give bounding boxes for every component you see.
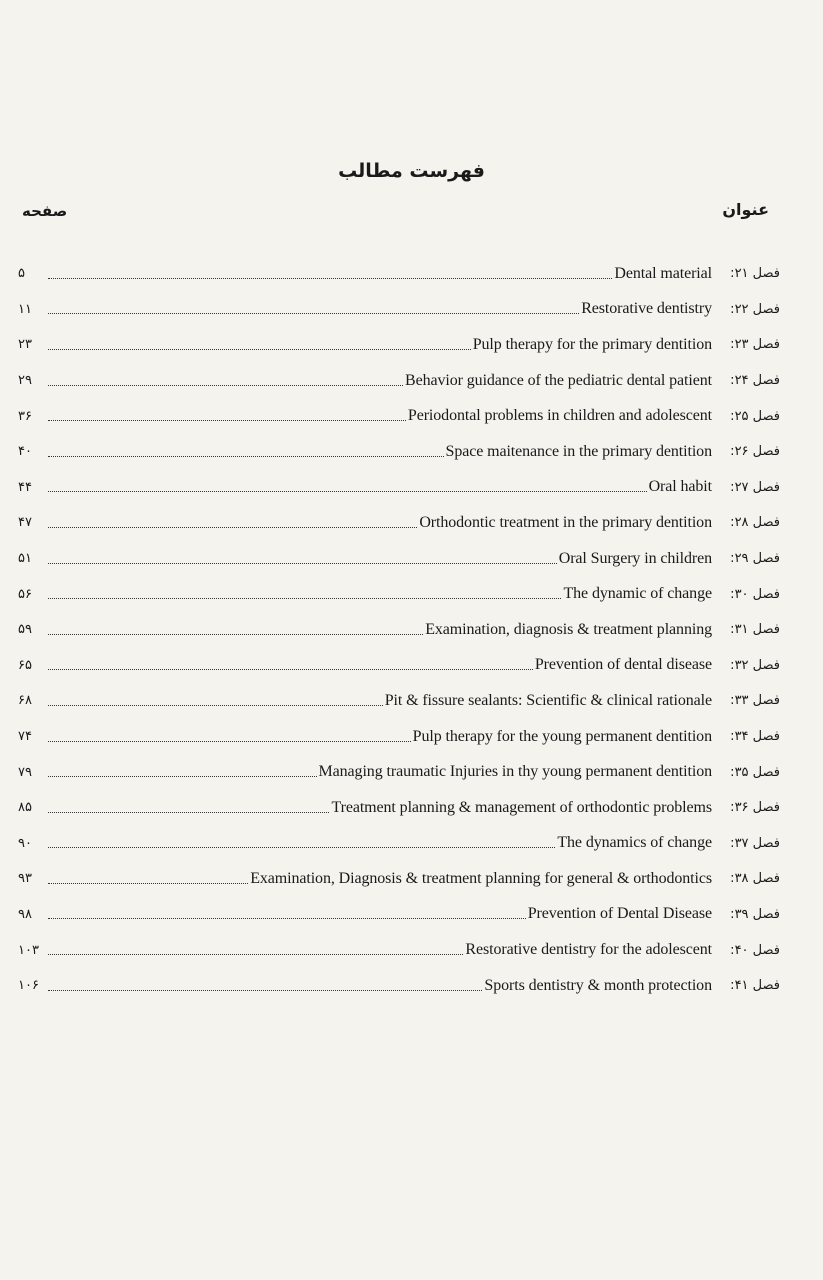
toc-entry-title: Restorative dentistry	[581, 300, 712, 318]
toc-entry-chapter: فصل ۲۶:	[730, 444, 780, 460]
toc-entry-title: Dental material	[614, 264, 712, 282]
dot-leader	[48, 882, 248, 884]
toc-entry-page: ۶۵	[18, 657, 32, 673]
toc-entry-title: Orthodontic treatment in the primary dentition	[419, 513, 712, 531]
toc-entry	[18, 612, 780, 648]
toc-entry-chapter: فصل ۳۵:	[730, 764, 780, 780]
dot-leader	[48, 526, 417, 528]
toc-entry-chapter: فصل ۳۴:	[730, 729, 780, 745]
dot-leader	[48, 562, 557, 564]
dot-leader	[48, 419, 406, 421]
toc-entry-chapter: فصل ۲۷:	[730, 479, 780, 495]
dot-leader	[48, 348, 471, 350]
toc-entry-page: ۱۰۳	[18, 942, 39, 958]
toc-entry-chapter: فصل ۲۲:	[730, 301, 780, 317]
toc-entry-title: Space maitenance in the primary dentition	[445, 442, 712, 460]
toc-list	[18, 256, 780, 1003]
toc-entry-page: ۲۹	[18, 373, 32, 389]
dot-leader	[48, 597, 561, 599]
dot-leader	[48, 704, 383, 706]
toc-entry-page: ۹۸	[18, 906, 32, 922]
toc-entry	[18, 790, 780, 826]
dot-leader	[48, 668, 533, 670]
toc-entry-chapter: فصل ۴۰:	[730, 942, 780, 958]
toc-entry-chapter: فصل ۲۹:	[730, 551, 780, 567]
toc-entry	[18, 861, 780, 897]
toc-entry-title: Oral Surgery in children	[558, 549, 712, 567]
toc-entry-page: ۹۳	[18, 871, 32, 887]
toc-entry-chapter: فصل ۳۲:	[730, 657, 780, 673]
toc-entry-chapter: فصل ۲۴:	[730, 373, 780, 389]
dot-leader	[48, 775, 317, 777]
toc-entry-page: ۲۳	[18, 337, 32, 353]
toc-entry-title: The dynamic of change	[563, 585, 712, 603]
page-column-header: صفحه	[22, 202, 68, 220]
toc-entry-title: Managing traumatic Injuries in thy young permanent dentition	[318, 763, 712, 781]
dot-leader	[48, 917, 526, 919]
toc-entry-title: Oral habit	[648, 478, 712, 496]
dot-leader	[48, 846, 555, 848]
dot-leader	[48, 277, 612, 279]
toc-entry-page: ۷۹	[18, 764, 32, 780]
toc-entry	[18, 434, 780, 470]
toc-entry-title: Restorative dentistry for the adolescent	[465, 941, 712, 959]
toc-entry-title: Prevention of dental disease	[534, 656, 712, 674]
toc-entry	[18, 897, 780, 933]
toc-entry-page: ۴۷	[18, 515, 32, 531]
toc-entry	[18, 327, 780, 363]
toc-entry-chapter: فصل ۲۱:	[730, 266, 780, 282]
toc-entry	[18, 292, 780, 328]
toc-entry-page: ۵۶	[18, 586, 32, 602]
toc-entry-chapter: فصل ۳۰:	[730, 586, 780, 602]
toc-entry-chapter: فصل ۲۳:	[730, 337, 780, 353]
toc-entry	[18, 754, 780, 790]
toc-entry	[18, 256, 780, 292]
toc-entry-page: ۶۸	[18, 693, 32, 709]
toc-entry-page: ۵۹	[18, 622, 32, 638]
toc-entry-title: The dynamics of change	[557, 834, 712, 852]
toc-entry	[18, 541, 780, 577]
toc-entry-chapter: فصل ۳۷:	[730, 835, 780, 851]
toc-entry-title: Pulp therapy for the young permanent dentition	[412, 727, 712, 745]
toc-entry-page: ۷۴	[18, 729, 32, 745]
toc-entry-chapter: فصل ۳۳:	[730, 693, 780, 709]
toc-entry-chapter: فصل ۳۹:	[730, 906, 780, 922]
toc-entry	[18, 719, 780, 755]
toc-entry-page: ۱۱	[18, 301, 32, 317]
toc-entry-title: Treatment planning & management of orthodontic problems	[331, 798, 712, 816]
toc-entry-page: ۴۴	[18, 479, 32, 495]
dot-leader	[48, 312, 579, 314]
toc-entry	[18, 648, 780, 684]
dot-leader	[48, 740, 411, 742]
dot-leader	[48, 490, 647, 492]
toc-entry-title: Examination, diagnosis & treatment planning	[425, 620, 712, 638]
toc-entry	[18, 470, 780, 506]
toc-entry-page: ۸۵	[18, 800, 32, 816]
toc-entry	[18, 826, 780, 862]
dot-leader	[48, 989, 482, 991]
toc-entry	[18, 968, 780, 1004]
toc-entry-title: Prevention of Dental Disease	[527, 905, 712, 923]
toc-entry-page: ۴۰	[18, 444, 32, 460]
toc-entry-page: ۵	[18, 266, 25, 282]
toc-entry-title: Examination, Diagnosis & treatment planning for general & orthodontics	[250, 869, 712, 887]
toc-entry-chapter: فصل ۳۱:	[730, 622, 780, 638]
toc-entry-chapter: فصل ۲۸:	[730, 515, 780, 531]
toc-entry	[18, 505, 780, 541]
page-title: فهرست مطالب	[338, 160, 485, 182]
toc-entry-chapter: فصل ۳۸:	[730, 871, 780, 887]
toc-entry-title: Sports dentistry & month protection	[484, 976, 712, 994]
toc-entry	[18, 576, 780, 612]
toc-entry	[18, 363, 780, 399]
toc-entry-title: Periodontal problems in children and adolescent	[407, 407, 712, 425]
toc-entry	[18, 932, 780, 968]
toc-entry-title: Pulp therapy for the primary dentition	[472, 335, 712, 353]
toc-entry-title: Pit & fissure sealants: Scientific & clinical rationale	[384, 691, 712, 709]
dot-leader	[48, 455, 444, 457]
dot-leader	[48, 633, 423, 635]
toc-entry-title: Behavior guidance of the pediatric dental patient	[405, 371, 712, 389]
toc-entry-page: ۵۱	[18, 551, 32, 567]
toc-entry	[18, 398, 780, 434]
dot-leader	[48, 953, 463, 955]
toc-entry	[18, 683, 780, 719]
toc-entry-chapter: فصل ۳۶:	[730, 800, 780, 816]
toc-entry-page: ۱۰۶	[18, 978, 39, 994]
toc-entry-chapter: فصل ۲۵:	[730, 408, 780, 424]
toc-entry-page: ۹۰	[18, 835, 32, 851]
toc-entry-page: ۳۶	[18, 408, 32, 424]
dot-leader	[48, 384, 403, 386]
toc-entry-chapter: فصل ۴۱:	[730, 978, 780, 994]
dot-leader	[48, 811, 329, 813]
title-column-header: عنوان	[722, 200, 769, 219]
